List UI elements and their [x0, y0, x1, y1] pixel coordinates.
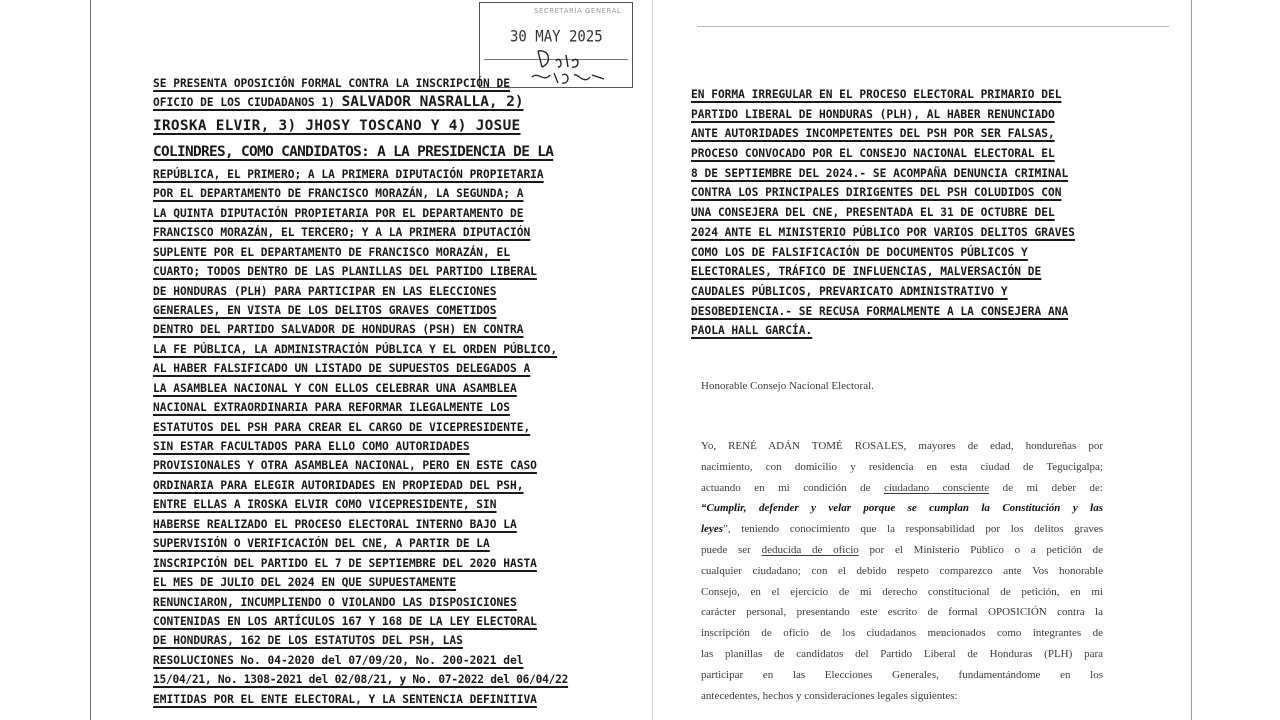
text-run: actuando en mi condición de	[701, 481, 884, 494]
text-run: SUPLENTE POR EL DEPARTAMENTO DE FRANCISCO MORAZÁN, EL	[153, 245, 510, 259]
text-run: “Cumplir, defender y velar porque se cumplan la Constitución y las	[701, 502, 1103, 515]
text-line	[153, 340, 568, 359]
heading-line: CAUDALES PÚBLICOS, PREVARICATO ADMINISTRATIVO Y	[691, 284, 1008, 298]
text-run: COMO CANDIDATOS: A LA PRESIDENCIA DE LA	[233, 143, 554, 160]
heading-line: ANTE AUTORIDADES INCOMPETENTES DEL PSH POR SER FALSAS,	[691, 127, 1055, 141]
paragraph-line	[701, 686, 1103, 707]
paragraph-line	[701, 665, 1103, 686]
text-line	[153, 670, 568, 689]
text-run: DENTRO DEL PARTIDO SALVADOR DE HONDURAS (PSH) EN CONTRA	[153, 323, 524, 337]
text-run: nacimiento, con domicilio y residencia en esta ciudad de Tegucigalpa;	[701, 460, 1103, 473]
text-run: RENUNCIARON, INCUMPLIENDO O VIOLANDO LAS DISPOSICIONES	[153, 595, 517, 609]
text-run: CUARTO; TODOS DENTRO DE LAS PLANILLAS DEL PARTIDO LIBERAL	[153, 265, 537, 279]
text-line	[153, 74, 568, 93]
text-run: 15/04/21, No. 1308-2021 del 02/08/21, y No. 07-2022 del 06/04/22	[153, 673, 569, 687]
text-run: IROSKA ELVIR, 3) JHOSY TOSCANO Y 4) JOSUE	[153, 117, 521, 134]
text-line	[153, 651, 568, 670]
text-run: LA QUINTA DIPUTACIÓN PROPIETARIA POR EL DEPARTAMENTO DE	[153, 206, 524, 220]
heading-line: CONTRA LOS PRINCIPALES DIRIGENTES DEL PSH COLUDIDOS CON	[691, 186, 1062, 200]
text-line	[153, 534, 568, 553]
body-paragraph	[701, 436, 1103, 706]
heading-line: ELECTORALES, TRÁFICO DE INFLUENCIAS, MALVERSACIÓN DE	[691, 265, 1042, 279]
heading-line: PARTIDO LIBERAL DE HONDURAS (PLH), AL HABER RENUNCIADO	[691, 107, 1055, 121]
text-run: INSCRIPCIÓN DEL PARTIDO EL 7 DE SEPTIEMBRE DEL 2020 HASTA	[153, 556, 537, 570]
text-run: GENERALES, EN VISTA DE LOS DELITOS GRAVES COMETIDOS	[153, 303, 497, 317]
text-run: las planillas de candidatos del Partido Liberal de Honduras (PLH) para	[701, 647, 1103, 660]
left-page-text	[153, 74, 568, 709]
paragraph-line	[701, 457, 1103, 478]
text-line	[153, 113, 568, 139]
text-line	[153, 495, 568, 514]
heading-line: UNA CONSEJERA DEL CNE, PRESENTADA EL 31 DE OCTUBRE DEL	[691, 206, 1055, 220]
text-line	[153, 262, 568, 281]
text-run: RESOLUCIONES No. 04-2020 del 07/09/20, No. 200-2021 del	[153, 653, 524, 667]
text-line	[153, 165, 568, 184]
paragraph-line	[701, 519, 1103, 540]
text-run: cualquier ciudadano; con el debido respeto comparezco ante Vos honorable	[701, 564, 1103, 577]
salutation: Honorable Consejo Nacional Electoral.	[701, 380, 874, 392]
text-line	[153, 573, 568, 592]
paragraph-line	[701, 623, 1103, 644]
document-page-right	[652, 0, 1192, 720]
text-line	[153, 476, 568, 495]
text-run: SIN ESTAR FACULTADOS PARA ELLO COMO AUTORIDADES	[153, 440, 470, 453]
text-run: deducida de oficio	[761, 543, 859, 556]
text-line	[153, 612, 568, 631]
text-run: ENTRE ELLAS A IROSKA ELVIR COMO VICEPRESIDENTE, SIN	[153, 498, 497, 512]
text-run: LA ASAMBLEA NACIONAL Y CON ELLOS CELEBRAR UNA ASAMBLEA	[153, 381, 517, 395]
text-run: Yo, RENÉ ADÁN TOMÉ ROSALES, mayores de edad, hondureñas por	[701, 440, 1103, 452]
right-page-heading	[691, 85, 1101, 341]
text-line	[153, 437, 568, 456]
paragraph-line	[701, 498, 1103, 519]
text-run: por el Ministerio Público o a petición de	[858, 543, 1103, 556]
text-line	[153, 93, 568, 112]
paragraph-line	[701, 478, 1103, 499]
heading-line: EN FORMA IRREGULAR EN EL PROCESO ELECTORAL PRIMARIO DEL	[691, 88, 1062, 101]
heading-line: DESOBEDIENCIA.- SE RECUSA FORMALMENTE A LA CONSEJERA ANA	[691, 304, 1069, 318]
text-line	[153, 184, 568, 203]
text-run: carácter personal, presentando este escrito de formal OPOSICIÓN contra la	[701, 606, 1103, 619]
paragraph-line	[701, 644, 1103, 665]
heading-line: PROCESO CONVOCADO POR EL CONSEJO NACIONAL ELECTORAL EL	[691, 147, 1055, 161]
text-run: DE HONDURAS, 162 DE LOS ESTATUTOS DEL PSH, LAS	[153, 634, 463, 648]
text-run: FRANCISCO MORAZÁN, EL TERCERO; Y A LA PRIMERA DIPUTACIÓN	[153, 226, 531, 240]
text-line	[153, 359, 568, 378]
text-line	[153, 554, 568, 573]
text-run: antecedentes, hechos y consideraciones legales siguientes:	[701, 689, 958, 702]
text-line	[153, 398, 568, 417]
text-run: ESTATUTOS DEL PSH PARA CREAR EL CARGO DE VICEPRESIDENTE,	[153, 420, 531, 434]
text-run: CONTENIDAS EN LOS ARTÍCULOS 167 Y 168 DE LA LEY ELECTORAL	[153, 614, 537, 628]
text-run: puede ser	[701, 543, 762, 556]
text-run: SE PRESENTA OPOSICIÓN FORMAL CONTRA LA INSCRIPCIÓN DE	[153, 77, 510, 90]
text-run: leyes	[701, 523, 723, 536]
text-line	[153, 456, 568, 475]
text-line	[153, 690, 568, 709]
text-run: inscripción de oficio de los ciudadanos mencionados como integrantes de	[701, 627, 1103, 640]
text-run: de mi deber de:	[989, 481, 1103, 494]
text-run: EMITIDAS POR EL ENTE ELECTORAL, Y LA SENTENCIA DEFINITIVA	[153, 692, 537, 706]
text-line	[153, 515, 568, 534]
heading-line: COMO LOS DE FALSIFICACIÓN DE DOCUMENTOS PÚBLICOS Y	[691, 245, 1028, 259]
heading-line: PAOLA HALL GARCÍA.	[691, 324, 813, 338]
text-line	[153, 379, 568, 398]
heading-line: 8 DE SEPTIEMBRE DEL 2024.- SE ACOMPAÑA DENUNCIA CRIMINAL	[691, 166, 1069, 180]
stamp-header: SECRETARÍA GENERAL	[534, 7, 622, 15]
text-run: EL MES DE JULIO DEL 2024 EN QUE SUPUESTAMENTE	[153, 576, 457, 590]
heading-line: 2024 ANTE EL MINISTERIO PÚBLICO POR VARIOS DELITOS GRAVES	[691, 225, 1075, 239]
text-line	[153, 139, 568, 165]
text-run: ciudadano consciente	[883, 481, 990, 494]
text-run: REPÚBLICA, EL PRIMERO; A LA PRIMERA DIPUTACIÓN PROPIETARIA	[153, 167, 544, 181]
text-run: DE HONDURAS (PLH) PARA PARTICIPAR EN LAS ELECCIONES	[153, 284, 497, 298]
text-run: SALVADOR NASRALLA, 2)	[341, 94, 524, 111]
text-run: AL HABER FALSIFICADO UN LISTADO DE SUPUESTOS DELEGADOS A	[153, 362, 531, 376]
text-run: PROVISIONALES Y OTRA ASAMBLEA NACIONAL, PERO EN ESTE CASO	[153, 459, 537, 473]
text-run: OFICIO DE LOS CIUDADANOS 1)	[153, 96, 342, 110]
text-line	[153, 320, 568, 339]
stamp-date: 30 MAY 2025	[510, 27, 603, 47]
page-top-rule	[697, 26, 1169, 27]
text-line	[153, 631, 568, 650]
text-run: POR EL DEPARTAMENTO DE FRANCISCO MORAZÁN, LA SEGUNDA; A	[153, 187, 524, 201]
paragraph-line	[701, 561, 1103, 582]
paragraph-line	[701, 436, 1103, 457]
text-line	[153, 593, 568, 612]
text-run: ”, teniendo conocimiento que la responsabilidad por los delitos graves	[722, 523, 1103, 536]
text-run: ORDINARIA PARA ELEGIR AUTORIDADES EN PROPIEDAD DEL PSH,	[153, 478, 524, 492]
document-page-left	[90, 0, 654, 720]
text-line	[153, 282, 568, 301]
text-line	[153, 418, 568, 437]
text-run: participar en las Elecciones Generales, fundamentándome en los	[701, 668, 1103, 681]
text-line	[153, 243, 568, 262]
text-run: COLINDRES,	[153, 143, 234, 160]
text-line	[153, 204, 568, 223]
text-line	[153, 301, 568, 320]
text-run: NACIONAL EXTRAORDINARIA PARA REFORMAR ILEGALMENTE LOS	[153, 401, 510, 415]
text-line	[153, 223, 568, 242]
text-run: HABERSE REALIZADO EL PROCESO ELECTORAL INTERNO BAJO LA	[153, 517, 517, 531]
paragraph-line	[701, 602, 1103, 623]
text-run: SUPERVISIÓN O VERIFICACIÓN DEL CNE, A PARTIR DE LA	[153, 537, 490, 551]
text-run: Consejo, en el ejercicio de mi derecho constitucional de petición, en mi	[701, 585, 1103, 598]
paragraph-line	[701, 582, 1103, 603]
paragraph-line	[701, 540, 1103, 561]
text-run: LA FE PÚBLICA, LA ADMINISTRACIÓN PÚBLICA Y EL ORDEN PÚBLICO,	[153, 342, 558, 356]
